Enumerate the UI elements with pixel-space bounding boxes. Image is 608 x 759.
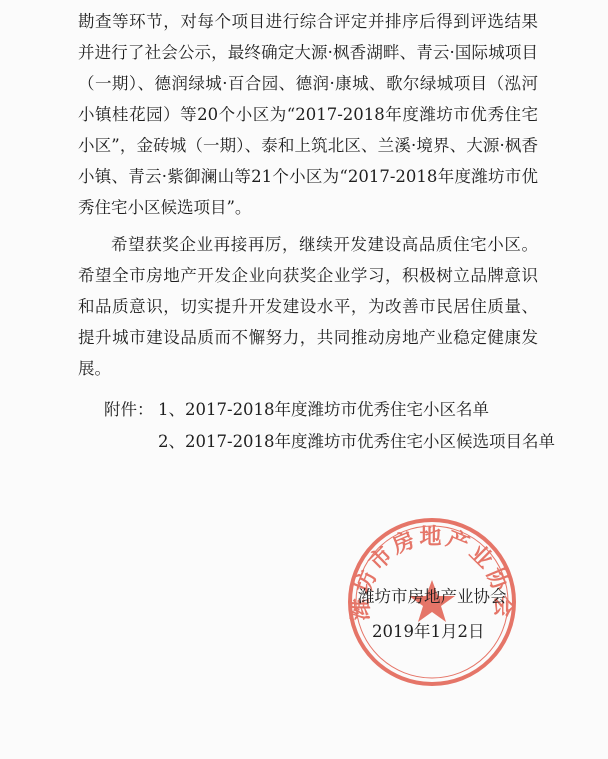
- attachment-item-1: 1、2017-2018年度潍坊市优秀住宅小区名单: [158, 400, 490, 419]
- body-paragraph-1: 勘查等环节，对每个项目进行综合评定并排序后得到评选结果并进行了社会公示，最终确定大源·枫香湖畔、青云·国际城项目（一期）、德润绿城·百合园、德润·康城、歌尔绿城项目（泓河小镇桂花园）等20个小区为“2017-2018年度潍坊市优秀住宅小区”，金砖城（一期）、泰和上筑北区、兰溪·境界、大源·枫香小镇、青云·紫御澜山等21个小区为“2017-2018年度潍坊市优秀住宅小区候选项目”。: [78, 12, 538, 217]
- signature-date: 2019年1月2日: [372, 622, 485, 641]
- seal-text: 潍坊市房地产业协会: [347, 524, 517, 621]
- body-paragraph-2: 希望获奖企业再接再厉，继续开发建设高品质住宅小区。希望全市房地产开发企业向获奖企业学习，积极树立品牌意识和品质意识，切实提升开发建设水平，为改善市民居住质量、提升城市建设品质而不懈努力，共同推动房地产业稳定健康发展。: [78, 235, 538, 378]
- attachment-label: 附件：: [104, 400, 154, 419]
- attachment-item-2: 2、2017-2018年度潍坊市优秀住宅小区候选项目名单: [158, 432, 556, 451]
- signature-organization: 潍坊市房地产业协会: [358, 587, 507, 606]
